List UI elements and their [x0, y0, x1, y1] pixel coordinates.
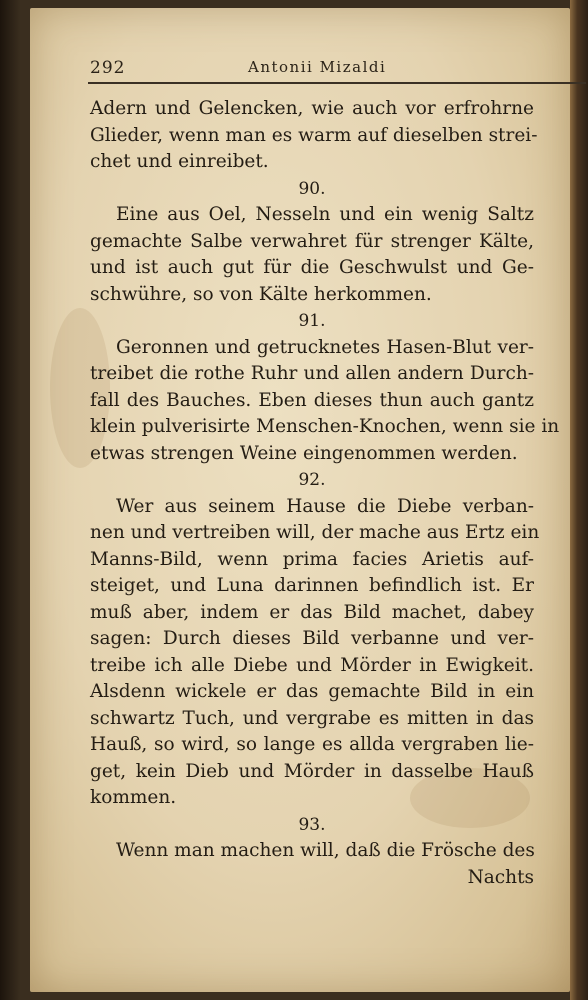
text-line: gemachte Salbe verwahret für strenger Kälte,: [90, 230, 534, 252]
text-line: fall des Bauches. Eben dieses thun auch gantz: [90, 389, 534, 411]
text-line: Wenn man machen will, daß die Frösche des: [116, 840, 535, 861]
text-line: und ist auch gut für die Geschwulst und Ge-: [90, 257, 534, 278]
text-line: Alsdenn wickele er das gemachte Bild in ein: [90, 681, 534, 702]
text-line: Glieder, wenn man es warm auf dieselben strei-: [90, 124, 538, 146]
section-number: 92.: [298, 470, 326, 490]
text-line: treibet die rothe Ruhr und allen andern Durch-: [90, 363, 534, 384]
text-line: treibe ich alle Diebe und Mörder in Ewigkeit.: [90, 654, 534, 676]
text-line: kommen.: [90, 787, 177, 808]
text-line: Adern und Gelencken, wie auch vor erfrohrne: [90, 98, 534, 119]
catchword: Nachts: [467, 866, 534, 888]
page-header: [60, 58, 530, 86]
book-spine-shadow: [0, 0, 34, 1000]
text-line: Geronnen und getrucknetes Hasen-Blut ver-: [116, 336, 534, 358]
text-line: muß aber, indem er das Bild machet, dabey: [90, 601, 534, 623]
text-line: Eine aus Oel, Nesseln und ein wenig Saltz: [116, 204, 534, 225]
text-line: schwartz Tuch, und vergrabe es mitten in das: [90, 707, 534, 729]
page-edge: [570, 0, 588, 1000]
text-line: steiget, und Luna darinnen befindlich ist. Er: [90, 575, 534, 596]
header-rule: [88, 82, 586, 84]
text-line: klein pulverisirte Menschen-Knochen, wenn sie in: [90, 416, 560, 437]
running-head: Antonii Mizaldi: [248, 58, 387, 76]
section-number: 93.: [298, 814, 326, 835]
text-line: nen und vertreiben will, der mache aus Ertz ein: [90, 522, 540, 543]
text-line: chet und einreibet.: [90, 151, 269, 172]
text-line: Manns-Bild, wenn prima facies Arietis auf-: [90, 548, 534, 570]
text-line: Wer aus seinem Hause die Diebe verban-: [116, 495, 534, 517]
page-number: 292: [90, 58, 126, 78]
body-text: [90, 96, 560, 891]
text-line: schwühre, so von Kälte herkommen.: [90, 283, 432, 305]
text-line: get, kein Dieb und Mörder in dasselbe Hauß: [90, 760, 534, 782]
text-line: etwas strengen Weine eingenommen werden.: [90, 442, 518, 464]
text-line: Hauß, so wird, so lange es allda vergraben lie-: [90, 734, 534, 755]
section-number: 91.: [298, 311, 326, 331]
section-number: 90.: [298, 178, 326, 199]
text-line: sagen: Durch dieses Bild verbanne und ver-: [90, 628, 534, 649]
